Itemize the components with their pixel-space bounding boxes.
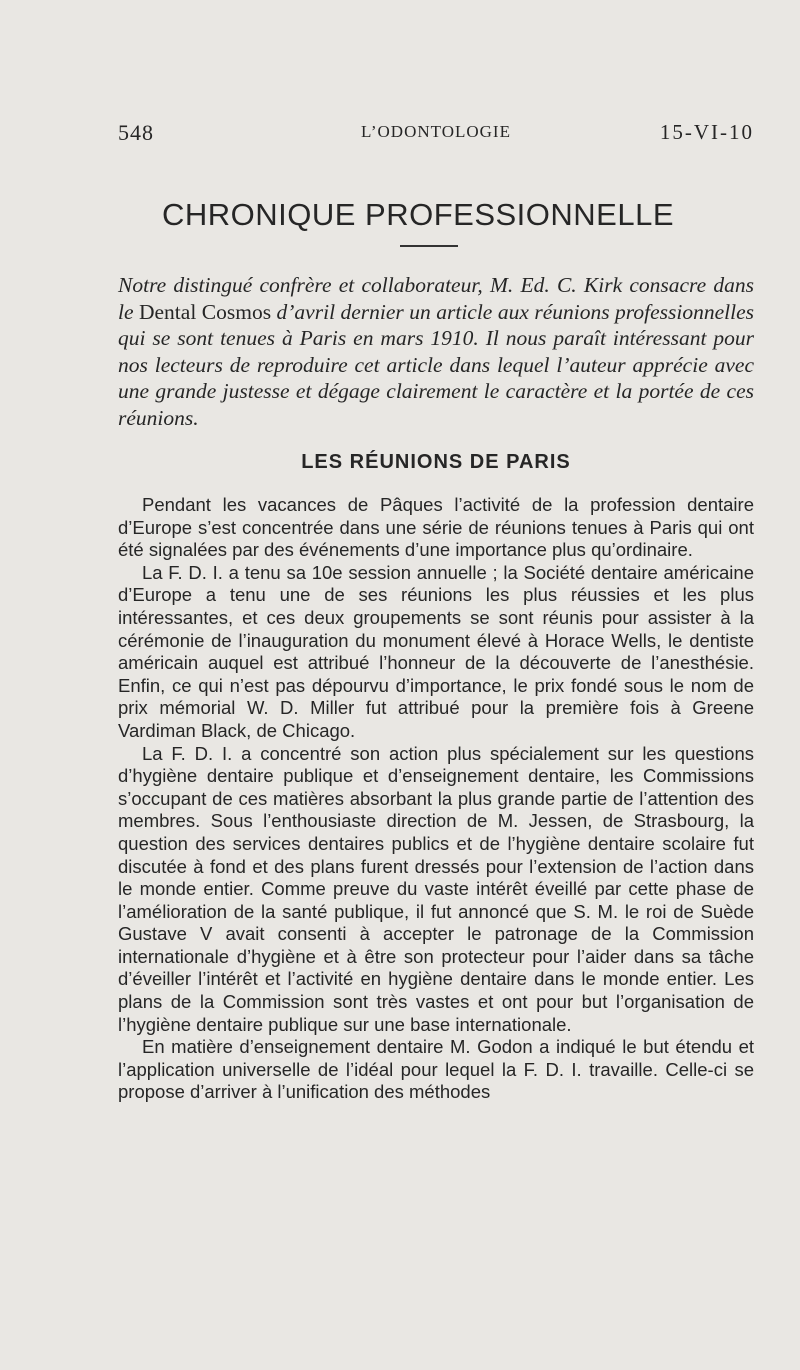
body-paragraph: Pendant les vacances de Pâques l’activité de la profession dentaire d’Europe s’est concentrée dans une série de réunions tenues à Paris qui ont été signalées par des événements d’une importance plus qu’ordinaire. — [118, 494, 754, 561]
journal-title: L’ODONTOLOGIE — [361, 122, 511, 141]
issue-date: 15-VI-10 — [659, 120, 754, 144]
body-paragraph: La F. D. I. a tenu sa 10e session annuelle ; la Société dentaire américaine d’Europe a tenu une de ses réunions les plus réussies et les plus intéressantes, et ces deux groupements se sont réunis pour assister à la cérémonie de l’inauguration du monument élevé à Horace Wells, le dentiste américain auquel est attribué l’honneur de la découverte de l’anesthésie. Enfin, ce qui n’est pas dépourvu d’importance, le prix fondé sous le nom de prix mémorial W. D. Miller fut attribué pour la première fois à Greene Vardiman Black, de Chicago. — [118, 561, 754, 741]
section-title: CHRONIQUE PROFESSIONNELLE — [161, 197, 675, 232]
article-title: LES RÉUNIONS DE PARIS — [301, 451, 571, 473]
page-number: 548 — [118, 120, 154, 145]
article-body — [118, 494, 754, 1104]
publication-name: Dental Cosmos — [138, 299, 272, 324]
body-paragraph: En matière d’enseignement dentaire M. Godon a indiqué le but étendu et l’application universelle de l’idéal pour lequel la F. D. I. travaille. Celle-ci se propose d’arriver à l’unification des méthodes — [118, 1036, 754, 1103]
running-head — [118, 120, 754, 150]
intro-paragraph — [118, 272, 754, 431]
intro-text-1: Notre distingué confrère et collaborateur, M. Ed. C. Kirk consacre dans le — [118, 273, 754, 324]
intro-text-2: d’avril dernier un article aux réunions professionnelles qui se sont tenues à Paris en mars 1910. Il nous paraît intéressant pour nos lecteurs de reproduire cet article dans lequel l’auteur apprécie avec une grande justesse et dégage clairement le caractère et la portée de ces réunions. — [118, 299, 754, 430]
body-paragraph: La F. D. I. a concentré son action plus spécialement sur les questions d’hygiène dentaire publique et d’enseignement dentaire, les Commissions s’occupant de ces matières absorbant la plus grande partie de l’attention des membres. Sous l’enthousiaste direction de M. Jessen, de Strasbourg, la question des services dentaires publics et de l’hygiène dentaire scolaire fut discutée à fond et des plans furent dressés pour l’extension de l’action dans le monde entier. Comme preuve du vaste intérêt éveillé par cette phase de l’amélioration de la santé publique, il fut annoncé que S. M. le roi de Suède Gustave V avait consenti à accepter le patronage de la Commission internationale d’hygiène et à être son protecteur pour l’aider dans sa tâche d’éveiller l’intérêt et l’activité en hygiène dentaire dans le monde entier. Les plans de la Commission sont très vastes et ont pour but l’organisation de l’hygiène dentaire publique sur une base internationale. — [118, 742, 754, 1035]
title-rule — [400, 245, 458, 247]
